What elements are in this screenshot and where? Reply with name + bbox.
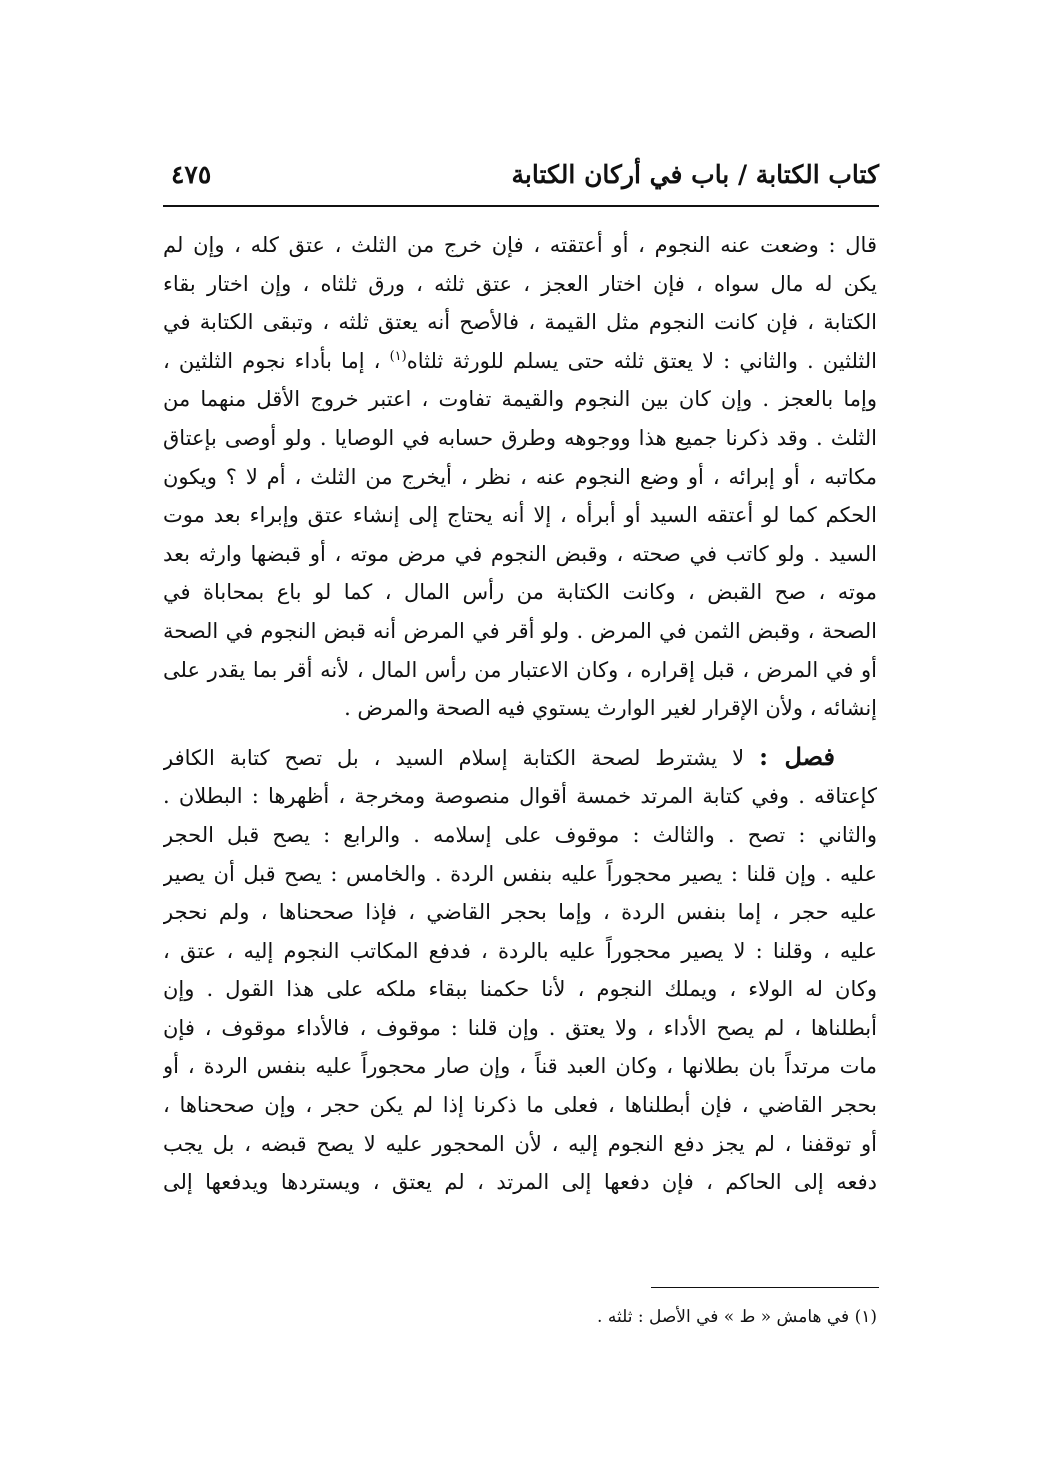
footnote-marker: (١) [389, 348, 407, 364]
running-title: كتاب الكتابة / باب في أركان الكتابة [511, 160, 879, 189]
text-line: أو في المرض ، قبل إقراره ، وكان الاعتبار من رأس المال ، لأنه أقر بما يقدر على [163, 657, 877, 682]
text-line: أبطلناها ، لم يصح الأداء ، ولا يعتق . وإن قلنا : موقوف ، فالأداء موقوف ، فإن [163, 1015, 877, 1040]
text-line: مكاتبه ، أو إبرائه ، أو وضع النجوم عنه ، نظر ، أيخرج من الثلث ، أم لا ؟ ويكون [163, 464, 877, 489]
text-line [163, 738, 877, 778]
section-heading: فصل : [759, 741, 835, 771]
text-line: عليه ، وقلنا : لا يصير محجوراً عليه بالردة ، فدفع المكاتب النجوم إليه ، عتق ، [163, 938, 877, 963]
page-number: ٤٧٥ [171, 160, 212, 189]
text-line: وكان له الولاء ، ويملك النجوم ، لأنا حكمنا ببقاء ملكه على هذا القول . وإن [163, 977, 877, 1002]
text-line: الصحة ، وقبض الثمن في المرض . ولو أقر في المرض أنه قبض النجوم في الصحة [163, 618, 877, 643]
text-line: وإما بالعجز . وإن كان بين النجوم والقيمة تفاوت ، اعتبر خروج الأقل منهما من [163, 387, 877, 412]
text-line: عليه حجر ، إما بنفس الردة ، وإما بحجر القاضي ، فإذا صححناها ، ولم نحجر [163, 900, 877, 925]
text-line: بحجر القاضي ، فإن أبطلناها ، فعلى ما ذكرنا إذا لم يكن حجر ، وإن صححناها ، [163, 1093, 877, 1118]
main-text [163, 226, 877, 1202]
paragraph-2 [163, 738, 877, 1202]
text-line: إنشائه ، ولأن الإقرار لغير الوارث يستوي فيه الصحة والمرض . [344, 696, 877, 721]
text-line: الحكم كما لو أعتقه السيد أو أبرأه ، إلا أنه يحتاج إلى إنشاء عتق وإبراء بعد موت [163, 503, 877, 528]
text-segment: الثلثين . والثاني : لا يعتق ثلثه حتى يسلم للورثة ثلثاه [406, 348, 877, 373]
text-line: الثلث . وقد ذكرنا جميع هذا ووجوهه وطرق حسابه في الوصايا . ولو أوصى بإعتاق [163, 425, 877, 450]
page-header [163, 156, 879, 204]
footnote-rule [651, 1287, 879, 1288]
text-segment: لا يشترط لصحة الكتابة إسلام السيد ، بل تصح كتابة الكافر [163, 745, 745, 770]
paragraph-gap [163, 728, 877, 738]
text-line: دفعه إلى الحاكم ، فإن دفعها إلى المرتد ، لم يعتق ، ويستردها ويدفعها إلى [163, 1170, 877, 1195]
text-line: عليه . وإن قلنا : يصير محجوراً عليه بنفس الردة . والخامس : يصح قبل أن يصير [163, 861, 877, 886]
footnote: (١) في هامش « ط » في الأصل : ثلثه . [597, 1307, 877, 1327]
header-rule [163, 205, 879, 207]
text-line: السيد . ولو كاتب في صحته ، وقبض النجوم في مرض موته ، أو قبضها وارثه بعد [163, 541, 877, 566]
text-line: يكن له مال سواه ، فإن اختار العجز ، عتق ثلثه ، ورق ثلثاه ، وإن اختار بقاء [163, 271, 877, 296]
text-line: والثاني : تصح . والثالث : موقوف على إسلامه . والرابع : يصح قبل الحجر [163, 822, 877, 847]
text-line: الكتابة ، فإن كانت النجوم مثل القيمة ، فالأصح أنه يعتق ثلثه ، وتبقى الكتابة في [163, 310, 877, 335]
text-line: كإعتاقه . وفي كتابة المرتد خمسة أقوال منصوصة ومخرجة ، أظهرها : البطلان . [163, 784, 877, 809]
text-line: قال : وضعت عنه النجوم ، أو أعتقته ، فإن خرج من الثلث ، عتق كله ، وإن لم [163, 233, 877, 257]
paragraph-1 [163, 226, 877, 728]
text-line [163, 342, 877, 381]
text-line: مات مرتداً بان بطلانها ، وكان العبد قناً ، وإن صار محجوراً عليه بنفس الردة ، أو [163, 1054, 877, 1079]
text-line: أو توقفنا ، لم يجز دفع النجوم إليه ، لأن المحجور عليه لا يصح قبضه ، بل يجب [163, 1131, 877, 1156]
text-segment: ، إما بأداء نجوم الثلثين ، [163, 348, 381, 373]
text-line: موته ، صح القبض ، وكانت الكتابة من رأس المال ، كما لو باع بمحاباة في [163, 580, 877, 605]
